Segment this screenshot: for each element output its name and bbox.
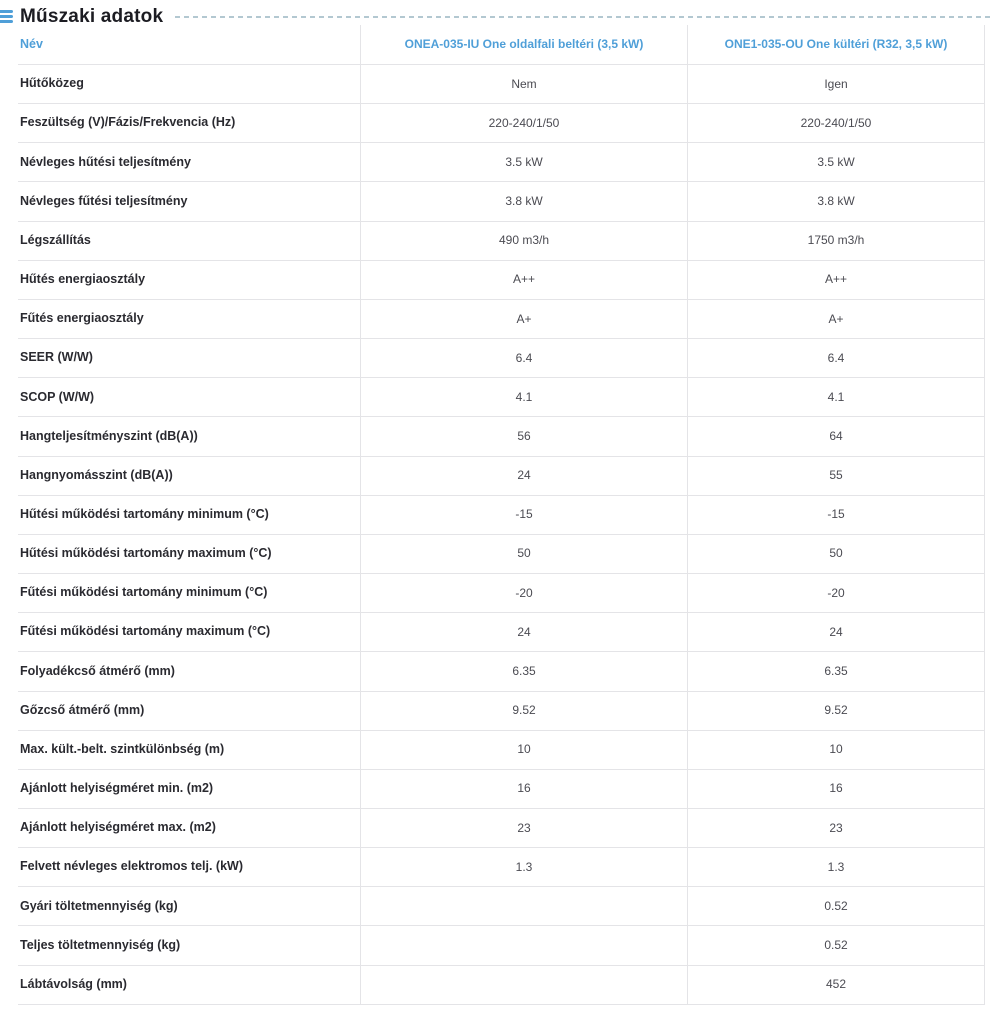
row-value-indoor: 6.35 [360,652,687,690]
row-value-indoor: A+ [360,300,687,338]
row-value-indoor [360,966,687,1004]
row-value-outdoor: 50 [687,535,985,573]
dashed-divider [175,16,992,18]
table-body [18,65,985,1005]
row-value-indoor: 16 [360,770,687,808]
row-value-outdoor: A++ [687,261,985,299]
row-value-indoor [360,926,687,964]
row-value-outdoor: 452 [687,966,985,1004]
row-value-indoor: 4.1 [360,378,687,416]
row-label: Hűtési működési tartomány maximum (°C) [20,546,272,561]
row-value-outdoor: 64 [687,417,985,455]
table-row [18,574,985,613]
table-header-row [18,25,985,65]
row-value-outdoor: 9.52 [687,692,985,730]
table-row [18,143,985,182]
table-row [18,104,985,143]
row-value-outdoor: 3.5 kW [687,143,985,181]
row-value-indoor: 9.52 [360,692,687,730]
row-value-outdoor: 23 [687,809,985,847]
row-label: Fűtési működési tartomány minimum (°C) [20,585,268,600]
row-value-outdoor: 24 [687,613,985,651]
row-value-outdoor: 3.8 kW [687,182,985,220]
row-label: SCOP (W/W) [20,389,95,404]
row-label: Feszültség (V)/Fázis/Frekvencia (Hz) [20,115,236,130]
table-row [18,378,985,417]
table-row [18,300,985,339]
row-value-outdoor: 1.3 [687,848,985,886]
row-label: Hűtés energiaosztály [20,272,146,287]
row-value-indoor: 3.8 kW [360,182,687,220]
header-indoor-unit-column: ONEA-035-IU One oldalfali beltéri (3,5 kW) [360,25,687,64]
row-value-outdoor: 16 [687,770,985,808]
row-value-outdoor: 220-240/1/50 [687,104,985,142]
row-label: Max. kült.-belt. szintkülönbség (m) [20,741,225,756]
row-value-indoor: -20 [360,574,687,612]
header-outdoor-unit-column: ONE1-035-OU One kültéri (R32, 3,5 kW) [687,25,985,64]
row-label: Fűtés energiaosztály [20,311,144,326]
row-label: Ajánlott helyiségméret min. (m2) [20,781,214,796]
table-row [18,613,985,652]
row-value-indoor: 6.4 [360,339,687,377]
row-value-indoor: 10 [360,731,687,769]
section-header [0,0,992,25]
table-row [18,535,985,574]
header-name-column: Név [20,36,43,51]
row-label: SEER (W/W) [20,350,93,365]
table-row [18,417,985,456]
table-row [18,731,985,770]
row-value-outdoor: 6.4 [687,339,985,377]
row-value-outdoor: 6.35 [687,652,985,690]
row-label: Névleges hűtési teljesítmény [20,154,191,169]
row-value-indoor: Nem [360,65,687,103]
row-value-outdoor: Igen [687,65,985,103]
row-value-outdoor: -20 [687,574,985,612]
row-value-outdoor: 10 [687,731,985,769]
table-row [18,887,985,926]
table-row [18,770,985,809]
row-value-outdoor: -15 [687,496,985,534]
row-value-indoor: 220-240/1/50 [360,104,687,142]
row-value-outdoor: 0.52 [687,926,985,964]
row-label: Gőzcső átmérő (mm) [20,702,145,717]
menu-list-icon [0,9,13,24]
row-value-outdoor: A+ [687,300,985,338]
table-row [18,966,985,1005]
table-row [18,496,985,535]
table-row [18,926,985,965]
row-label: Fűtési működési tartomány maximum (°C) [20,624,271,639]
row-value-indoor: 23 [360,809,687,847]
table-row [18,339,985,378]
row-value-indoor: 50 [360,535,687,573]
row-label: Hűtőközeg [20,76,84,91]
table-row [18,652,985,691]
row-label: Folyadékcső átmérő (mm) [20,663,175,678]
table-row [18,457,985,496]
row-value-indoor: A++ [360,261,687,299]
row-value-outdoor: 1750 m3/h [687,222,985,260]
row-label: Teljes töltetmennyiség (kg) [20,937,181,952]
table-row [18,261,985,300]
table-row [18,848,985,887]
table-row [18,222,985,261]
row-value-outdoor: 4.1 [687,378,985,416]
table-row [18,65,985,104]
table-row [18,692,985,731]
row-value-indoor [360,887,687,925]
row-label: Légszállítás [20,232,91,247]
row-label: Hangteljesítményszint (dB(A)) [20,428,198,443]
row-value-indoor: 24 [360,457,687,495]
row-value-indoor: 24 [360,613,687,651]
spec-table [18,25,985,1005]
row-label: Névleges fűtési teljesítmény [20,193,188,208]
row-value-indoor: 1.3 [360,848,687,886]
table-row [18,809,985,848]
row-value-outdoor: 55 [687,457,985,495]
row-value-indoor: -15 [360,496,687,534]
row-label: Felvett névleges elektromos telj. (kW) [20,859,243,874]
table-row [18,182,985,221]
row-label: Hűtési működési tartomány minimum (°C) [20,506,269,521]
row-label: Gyári töltetmennyiség (kg) [20,898,178,913]
row-value-indoor: 3.5 kW [360,143,687,181]
row-label: Hangnyomásszint (dB(A)) [20,467,173,482]
row-value-indoor: 490 m3/h [360,222,687,260]
row-label: Lábtávolság (mm) [20,976,127,991]
row-value-indoor: 56 [360,417,687,455]
section-title: Műszaki adatok [20,5,164,27]
row-value-outdoor: 0.52 [687,887,985,925]
row-label: Ajánlott helyiségméret max. (m2) [20,820,216,835]
